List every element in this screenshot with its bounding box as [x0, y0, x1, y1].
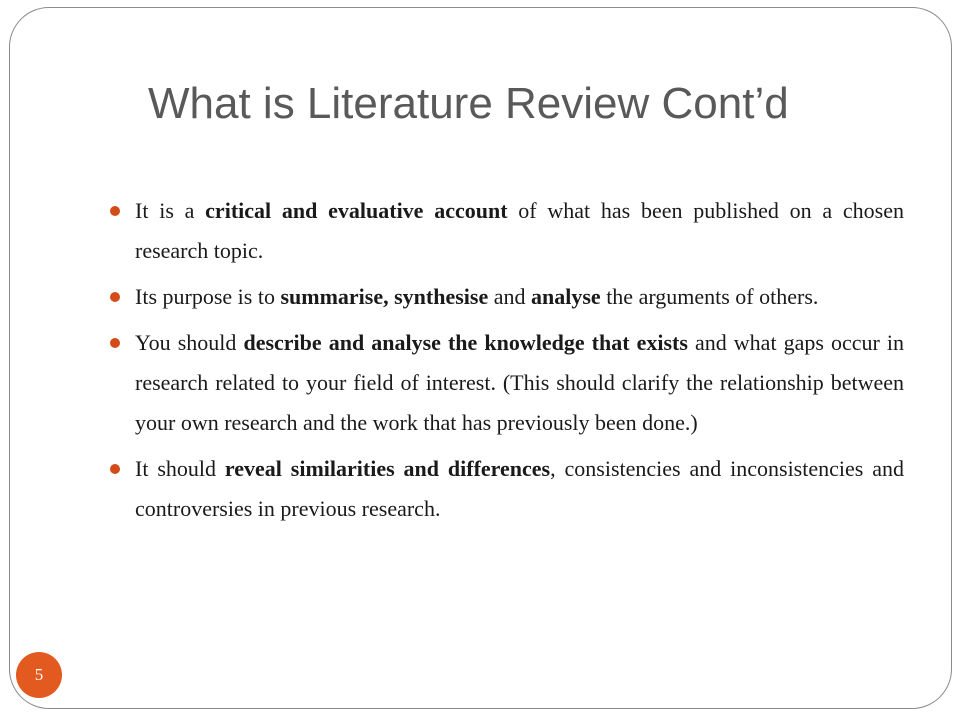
bullet-dot-icon [110, 206, 120, 216]
bullet-text: of what has been published on a chosen research topic. [135, 198, 904, 263]
page-number-badge: 5 [16, 652, 62, 698]
bullet-text: and [488, 284, 531, 309]
bullet-dot-icon [110, 464, 120, 474]
bullet-text: It should [135, 456, 225, 481]
bullet-text: the arguments of others. [600, 284, 819, 309]
bullet-item [108, 191, 904, 271]
slide-title: What is Literature Review Cont’d [148, 79, 789, 128]
bullet-bold-text: analyse [531, 284, 601, 309]
bullet-text: and what gaps occur in research related to your field of interest. (This should clarify the relationship between your own research and the work that has previously been done.) [135, 330, 905, 435]
bullet-text: , consistencies and inconsistencies and controversies in previous research. [135, 456, 904, 521]
bullet-dot-icon [110, 292, 120, 302]
bullet-text: You should [135, 330, 244, 355]
bullet-item [108, 449, 904, 529]
bullet-list [108, 191, 904, 535]
bullet-bold-text: summarise, synthesise [280, 284, 489, 309]
bullet-item [108, 277, 904, 317]
bullet-text: Its purpose is to [135, 284, 281, 309]
bullet-bold-text: critical and evaluative account [205, 198, 508, 223]
bullet-dot-icon [110, 338, 120, 348]
bullet-text: It is a [135, 198, 206, 223]
bullet-item [108, 323, 904, 443]
bullet-bold-text: reveal similarities and differences [224, 456, 551, 481]
bullet-bold-text: describe and analyse the knowledge that exists [243, 330, 688, 355]
